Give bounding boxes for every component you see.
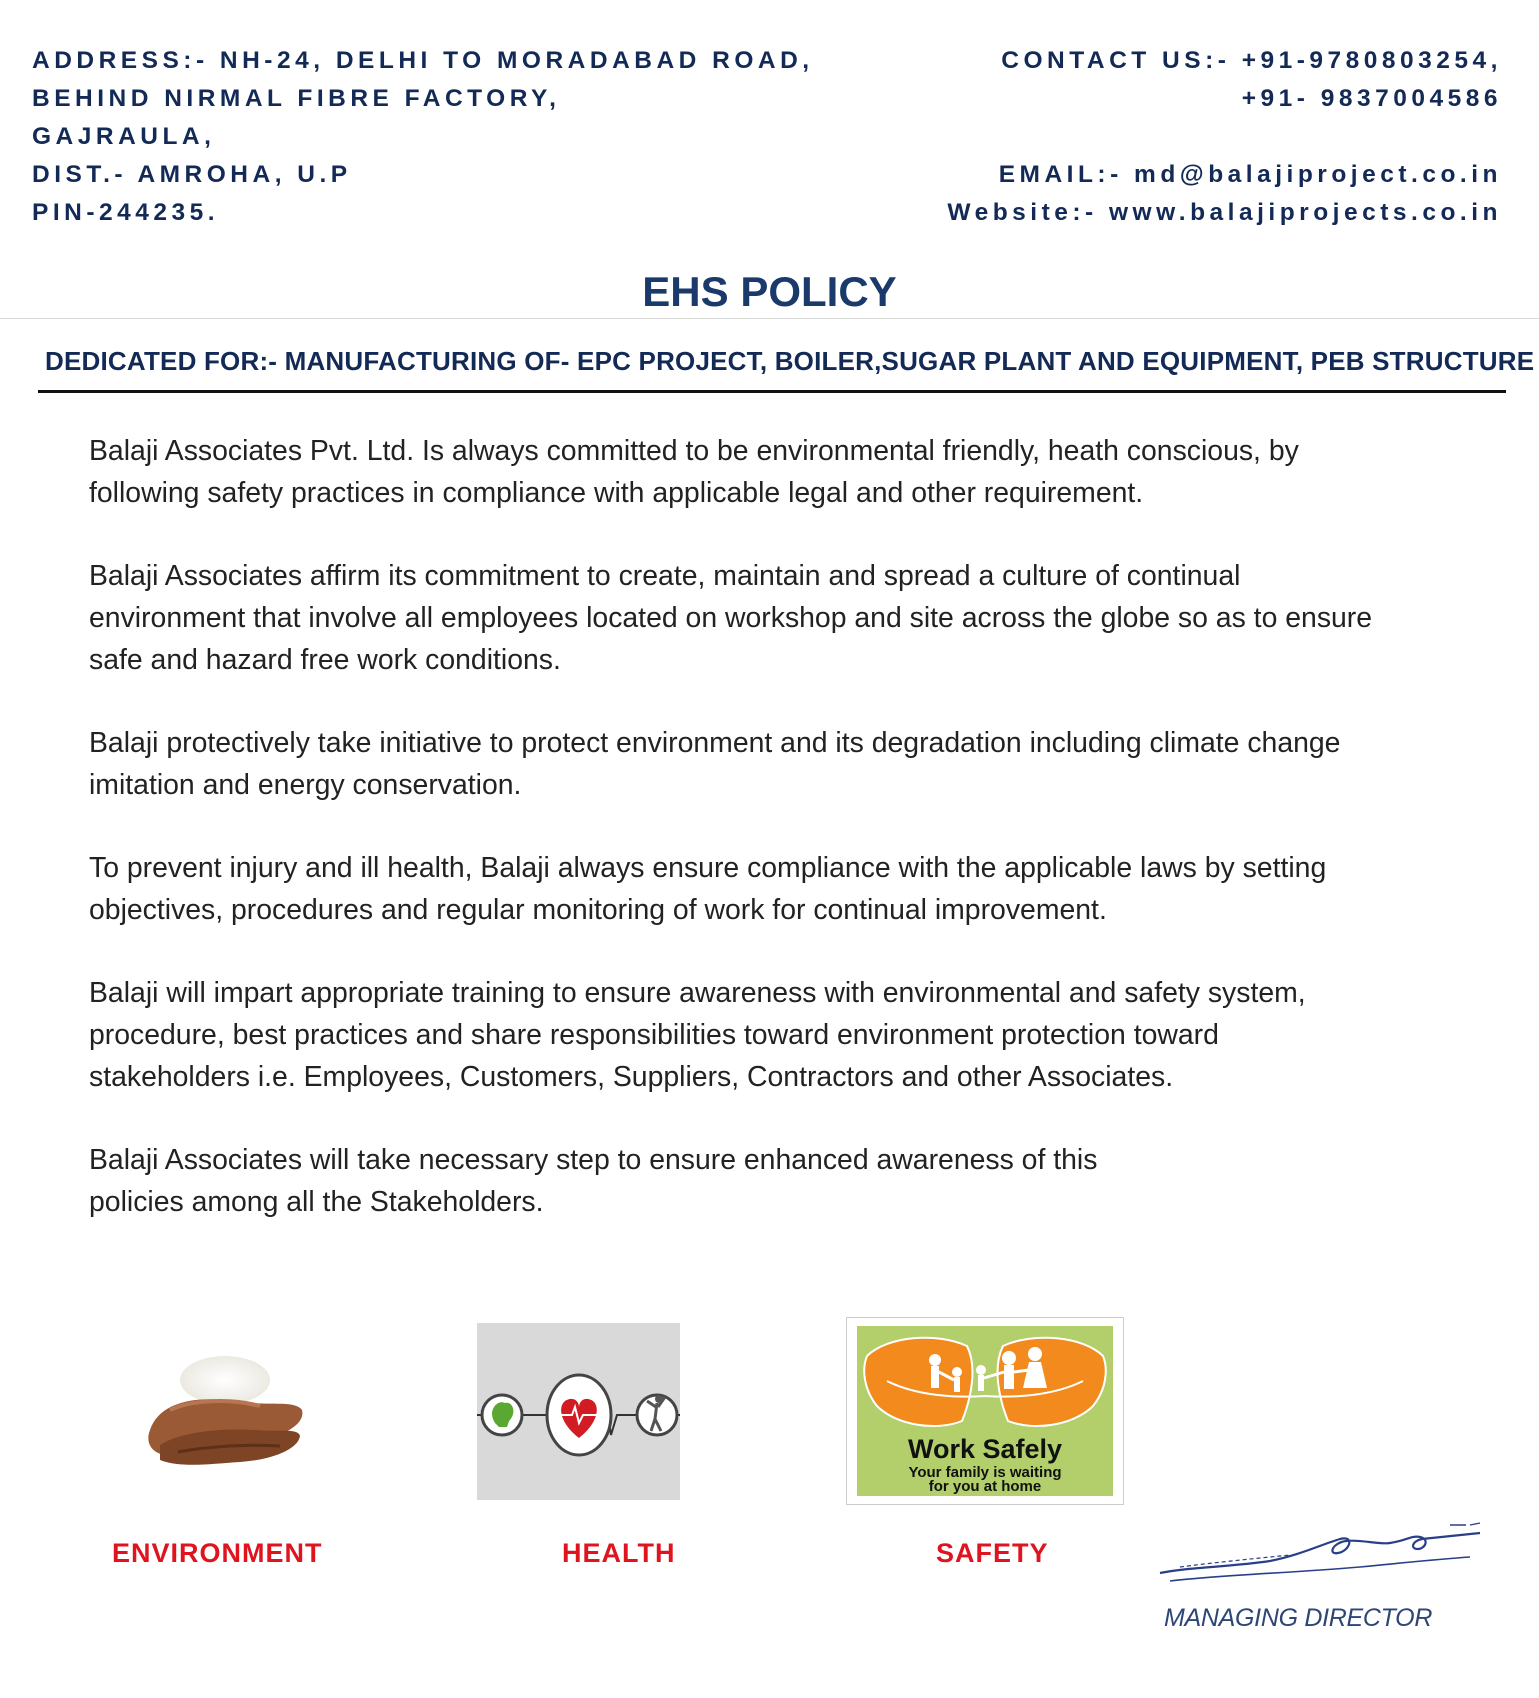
family-in-hands-icon: [846, 1317, 1124, 1505]
divider-thin: [0, 318, 1539, 319]
dedicated-for-line: DEDICATED FOR:- MANUFACTURING OF- EPC PROJECT, BOILER,SUGAR PLANT AND EQUIPMENT, PEB STRUCTURE: [45, 346, 1535, 376]
cupped-hands-icon: [130, 1340, 310, 1475]
health-heartbeat-icon: [477, 1323, 680, 1500]
policy-paragraph: Balaji will impart appropriate training to ensure awareness with environmental and safety system, procedure, best practices and share responsibilities toward environment protection toward stakeholders i.e. Employees, Customers, Suppliers, Contractors and other Associates.: [89, 977, 1306, 1093]
page-title: EHS POLICY: [642, 268, 897, 315]
signatory-title: MANAGING DIRECTOR: [1164, 1604, 1433, 1632]
address-line: PIN-244235.: [32, 199, 220, 226]
address-line: GAJRAULA,: [32, 123, 216, 150]
health-label: HEALTH: [562, 1538, 676, 1568]
safety-poster-title: Work Safely: [907, 1434, 1063, 1464]
address-block: [32, 42, 814, 232]
divider-thick: [38, 390, 1506, 393]
contact-phone-2: +91- 9837004586: [1241, 85, 1502, 112]
address-line: BEHIND NIRMAL FIBRE FACTORY,: [32, 85, 561, 112]
contact-email: EMAIL:- md@balajiproject.co.in: [998, 161, 1502, 188]
policy-paragraph: To prevent injury and ill health, Balaji always ensure compliance with the applicable laws by setting objectives, procedures and regular monitoring of work for continual improvement.: [89, 852, 1327, 926]
environment-label: ENVIRONMENT: [112, 1538, 323, 1568]
contact-phone-1: CONTACT US:- +91-9780803254,: [1001, 47, 1502, 74]
safety-poster-subtitle: Your family is waiting for you at home: [908, 1464, 1062, 1495]
policy-paragraph: Balaji Associates will take necessary step to ensure enhanced awareness of this policies among all the Stakeholders.: [89, 1144, 1098, 1218]
policy-body: [89, 430, 1489, 1264]
policy-paragraph: Balaji protectively take initiative to protect environment and its degradation including climate change imitation and energy conservation.: [89, 727, 1341, 801]
address-line: ADDRESS:- NH-24, DELHI TO MORADABAD ROAD,: [32, 47, 814, 74]
safety-label: SAFETY: [936, 1538, 1049, 1568]
signature-image: [1150, 1515, 1485, 1590]
policy-paragraph: Balaji Associates affirm its commitment to create, maintain and spread a culture of continual environment that involve all employees located on workshop and site across the globe so as to ensure safe and hazard free work conditions.: [89, 560, 1373, 676]
contact-block: [947, 42, 1502, 232]
address-line: DIST.- AMROHA, U.P: [32, 161, 352, 188]
policy-paragraph: Balaji Associates Pvt. Ltd. Is always committed to be environmental friendly, heath conscious, by following safety practices in compliance with applicable legal and other requirement.: [89, 435, 1299, 509]
contact-website: Website:- www.balajiprojects.co.in: [947, 199, 1502, 226]
